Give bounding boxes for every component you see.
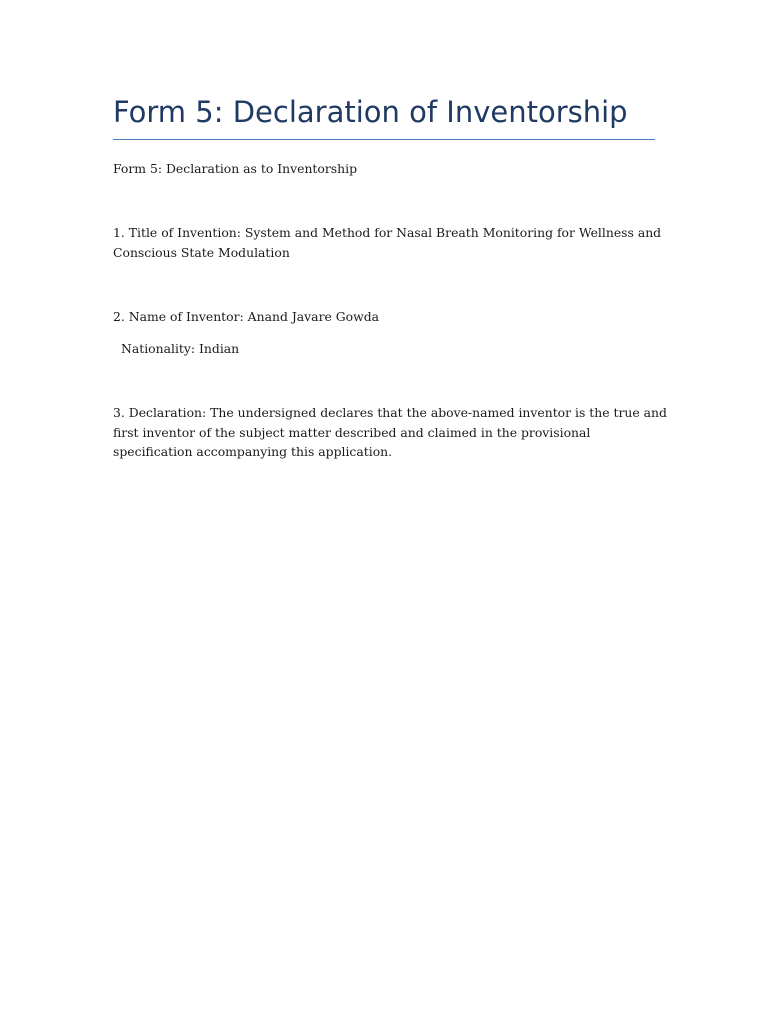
declaration-text: 3. Declaration: The undersigned declares that the above-named inventor is the true and first inventor of the subject matter described and claimed in the provisional specification accompanying this application. xyxy=(113,405,667,459)
form-subtitle: Form 5: Declaration as to Inventorship xyxy=(113,161,358,176)
name-of-inventor: 2. Name of Inventor: Anand Javare Gowda xyxy=(113,309,380,324)
inventor-nationality: Nationality: Indian xyxy=(121,341,240,356)
document-heading: Form 5: Declaration of Inventorship xyxy=(113,95,628,129)
title-of-invention: 1. Title of Invention: System and Method for Nasal Breath Monitoring for Wellness and Conscious State Modulation xyxy=(113,225,662,260)
heading-underline xyxy=(113,139,655,140)
